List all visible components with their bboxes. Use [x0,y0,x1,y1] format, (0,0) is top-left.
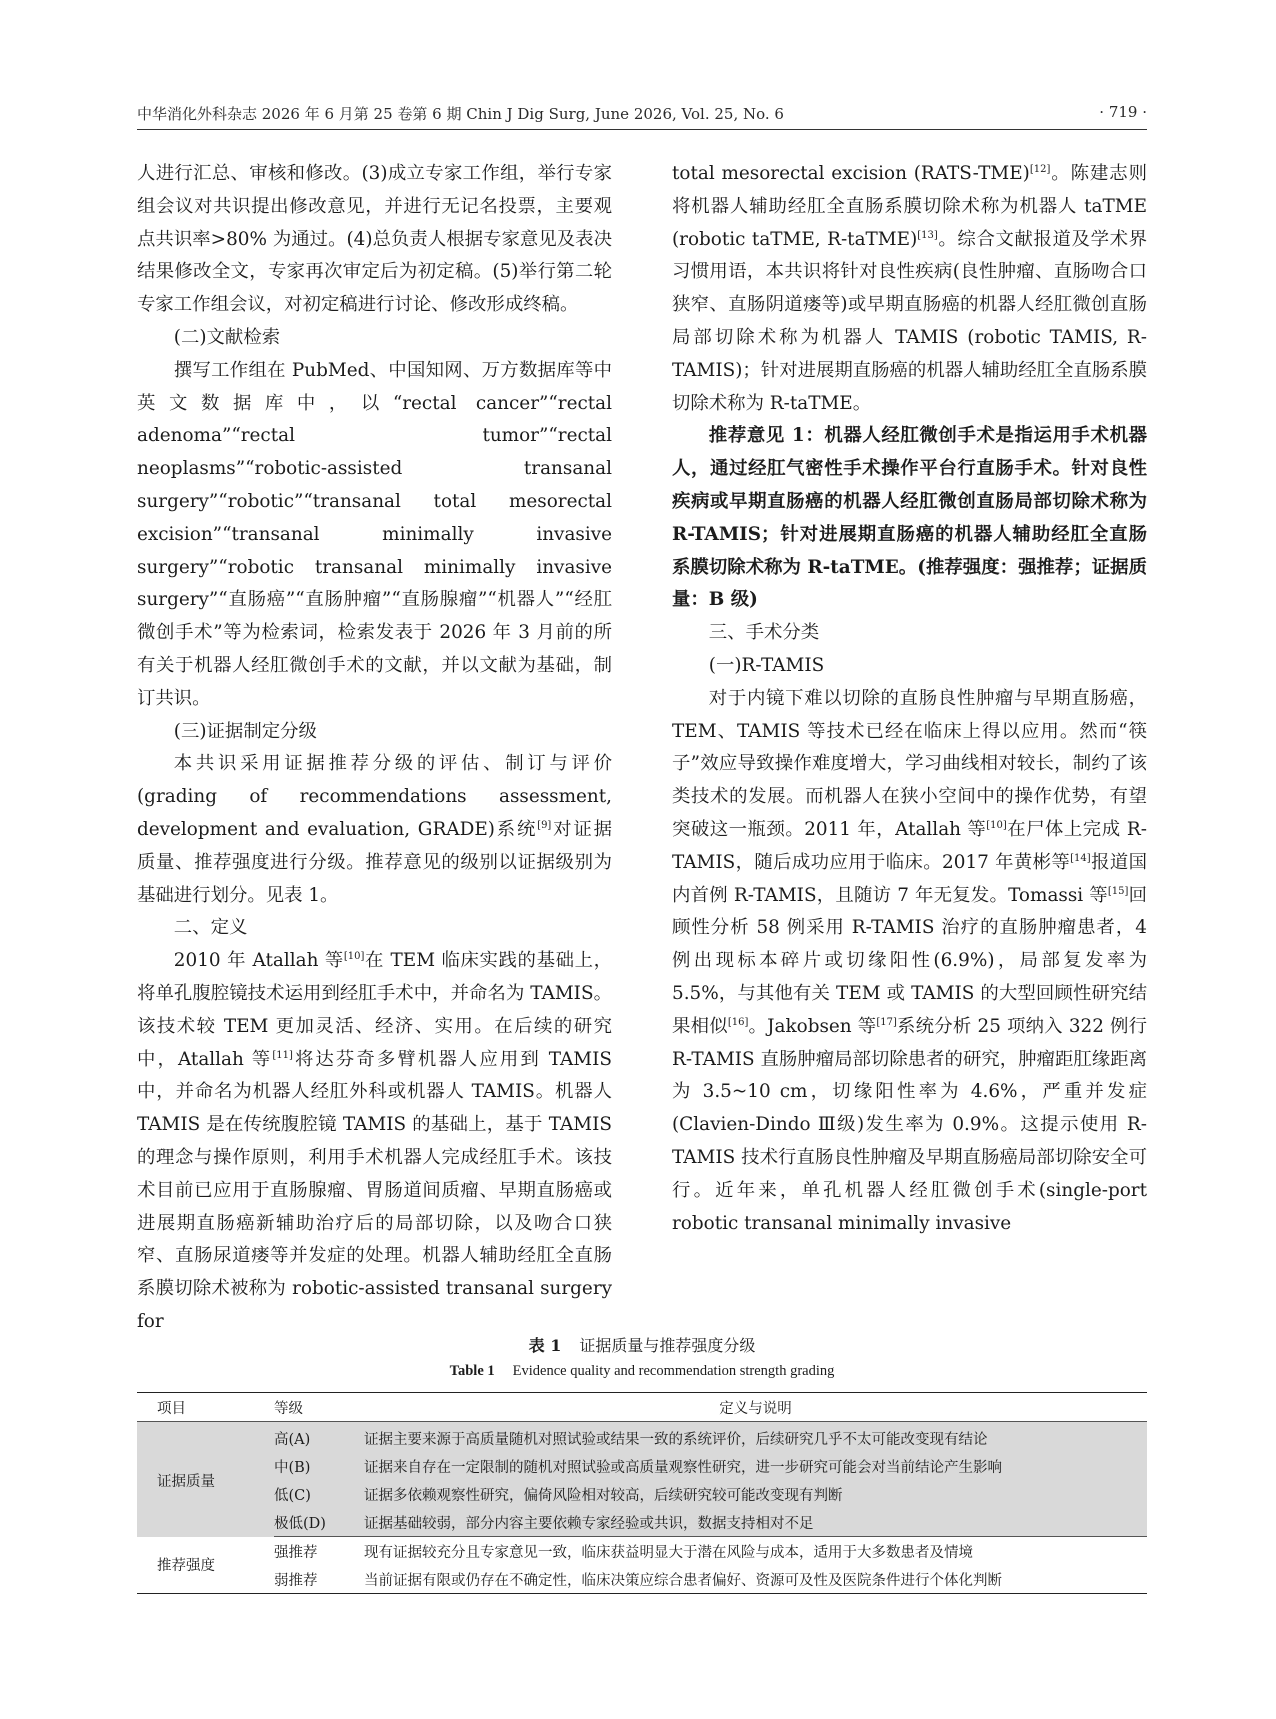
table-row [137,1537,1147,1566]
text-run: 2010 年 Atallah 等 [173,950,344,972]
text-run: total mesorectal excision (RATS-TME) [672,163,1030,184]
description-cell: 当前证据有限或仍存在不确定性，临床决策应综合患者偏好、资源可及性及医院条件进行个体化判断 [364,1565,1147,1594]
text-run: 回顾性分析 58 例采用 R-TAMIS 治疗的直肠肿瘤患者，4 例出现标本碎片或切缘阳性(6.9%)，局部复发率为 5.5%，与其他有关 TEM 或 TAMIS 的大型回顾性研究结果相似 [672,884,1147,1037]
citation-ref[interactable]: [15] [1107,885,1129,897]
table-row [137,1452,1147,1480]
citation-ref[interactable]: [10] [986,819,1007,831]
table-number: 表 1 [528,1336,562,1355]
text-run: 在尸体上完成 R-TAMIS，随后成功应用于临床。2017 年黄彬等 [672,818,1147,873]
table-title: 证据质量与推荐强度分级 [579,1336,756,1355]
section-heading-rtamis: (一)R-TAMIS [708,654,825,676]
citation-ref[interactable]: [16] [727,1016,749,1028]
text-run: 在 TEM 临床实践的基础上，将单孔腹腔镜技术运用到经肛手术中，并命名为 TAMIS。该技术较 TEM 更加灵活、经济、实用。在后续的研究中，Atallah 等 [137,950,612,1070]
table-row [137,1565,1147,1594]
section-heading-literature: (二)文献检索 [173,326,281,348]
left-column [137,158,612,1339]
table-row [137,1508,1147,1537]
section-heading-definition: 二、定义 [173,917,248,939]
text-run: 。综合文献报道及学术界习惯用语，本共识将针对良性疾病(良性肿瘤、直肠吻合口狭窄、直肠阴道瘘等)或早期直肠癌的机器人经肛微创直肠局部切除术称为机器人 TAMIS (robotic TAMIS, R-TAMIS)；针对进展期直肠癌的机器人辅助经肛全直肠系膜切除术称为 R-taTME。 [672,228,1148,414]
text-run: 对于内镜下难以切除的直肠良性肿瘤与早期直肠癌，TEM、TAMIS 等技术已经在临床上得以应用。然而“筷子”效应导致操作难度增大，学习曲线相对较长，制约了该类技术的发展。而机器人在狭小空间中的操作优势，有望突破这一瓶颈。2011 年，Atallah 等 [672,687,1147,840]
table-caption-zh [137,1333,1147,1356]
citation-ref[interactable]: [9] [537,819,552,831]
text-run: 将达芬奇多臂机器人应用到 TAMIS 中，并命名为机器人经肛外科或机器人 TAMIS。机器人 TAMIS 是在传统腹腔镜 TAMIS 的基础上，基于 TAMIS 的理念与操作原则，利用手术机器人完成经肛手术。该技术目前已应用于直肠腺瘤、胃肠道间质瘤、早期直肠癌或进展期直肠癌新辅助治疗后的局部切除，以及吻合口狭窄、直肠尿道瘘等并发症的处理。机器人辅助经肛全直肠系膜切除术被称为 robotic-assisted transanal surgery for [137,1048,612,1332]
level-cell: 极低(D) [274,1508,364,1537]
section-heading-grading: (三)证据制定分级 [173,720,317,742]
journal-citation: 中华消化外科杂志 2026 年 6 月第 25 卷第 6 期 Chin J Dig Surg, June 2026, Vol. 25, No. 6 [137,105,784,123]
evidence-grading-table [137,1392,1147,1594]
section-heading-classification: 三、手术分类 [708,622,820,644]
description-cell: 证据主要来源于高质量随机对照试验或结果一致的系统评价，后续研究几乎不太可能改变现有结论 [364,1422,1147,1453]
table-row [137,1422,1147,1453]
level-cell: 强推荐 [274,1544,318,1561]
group-label: 证据质量 [137,1422,274,1537]
paragraph: 撰写工作组在 PubMed、中国知网、万方数据库等中英文数据库中，以“rectal cancer”“rectal adenoma”“rectal tumor”“rectal neoplasms”“robotic-assisted transanal surgery”“robotic”“transanal total mesorectal excision”“transanal minimally invasive surgery”“robotic transanal minimally invasive surgery”“直肠癌”“直肠肿瘤”“直肠腺瘤”“机器人”“经肛微创手术”等为检索词，检索发表于 2026 年 3 月前的所有关于机器人经肛微创手术的文献，并以文献为基础，制订共识。 [137,359,612,709]
table-header-row [137,1393,1147,1422]
header-rule [137,129,1147,130]
citation-ref[interactable]: [17] [876,1016,897,1028]
citation-ref[interactable]: [11] [272,1049,293,1061]
text-run: 本共识采用证据推荐分级的评估、制订与评价(grading of recommendations assessment, development and evaluation, GRADE)系统 [137,753,612,840]
table-caption-en [137,1363,1147,1380]
citation-ref[interactable]: [14] [1070,852,1091,864]
level-cell: 低(C) [274,1480,364,1508]
table-number: Table 1 [449,1363,495,1379]
running-header [137,103,1147,129]
description-cell: 证据来自存在一定限制的随机对照试验或高质量观察性研究，进一步研究可能会对当前结论产生影响 [364,1452,1147,1480]
text-run: 对证据质量、推荐强度进行分级。推荐意见的级别以证据级别为基础进行划分。见表 1。 [137,818,612,906]
description-cell: 现有证据较充分且专家意见一致，临床获益明显大于潜在风险与成本，适用于大多数患者及情境 [364,1544,973,1561]
column-header: 项目 [137,1393,274,1422]
recommendation-1: 推荐意见 1：机器人经肛微创手术是指运用手术机器人，通过经肛气密性手术操作平台行直肠手术。针对良性疾病或早期直肠癌的机器人经肛微创直肠局部切除术称为 R-TAMIS；针对进展期直肠癌的机器人辅助经肛全直肠系膜切除术称为 R-taTME。(推荐强度：强推荐；证据质量：B 级) [672,425,1147,611]
description-cell: 证据多依赖观察性研究，偏倚风险相对较高，后续研究较可能改变现有判断 [364,1480,1147,1508]
page-number: · 719 · [1099,103,1147,121]
description-cell: 证据基础较弱，部分内容主要依赖专家经验或共识，数据支持相对不足 [364,1508,1147,1537]
text-run: 。陈建志则将机器人辅助经肛全直肠系膜切除术称为机器人 taTME (robotic taTME, R-taTME) [672,163,1147,250]
paragraph [672,158,1147,420]
paragraph [137,748,612,912]
citation-ref[interactable]: [12] [1029,164,1051,175]
column-header: 等级 [274,1393,364,1422]
column-header: 定义与说明 [364,1393,1147,1422]
citation-ref[interactable]: [13] [917,229,938,241]
paragraph: 人进行汇总、审核和修改。(3)成立专家工作组，举行专家组会议对共识提出修改意见，并进行无记名投票，主要观点共识率>80% 为通过。(4)总负责人根据专家意见及表决结果修改全文，专家再次审定后为初定稿。(5)举行第二轮专家工作组会议，对初定稿进行讨论、修改形成终稿。 [137,163,612,316]
citation-ref[interactable]: [10] [343,951,365,963]
paragraph [137,945,612,1339]
text-run: 。Jakobsen 等 [748,1015,877,1037]
level-cell: 高(A) [274,1422,364,1453]
right-column [672,158,1147,1240]
text-run: 报道国内首例 R-TAMIS，且随访 7 年无复发。Tomassi 等 [672,851,1147,906]
table-row [137,1480,1147,1508]
group-label: 推荐强度 [137,1537,274,1594]
paragraph [672,683,1147,1241]
level-cell: 中(B) [274,1452,364,1480]
level-cell: 弱推荐 [274,1565,364,1594]
table-title: Evidence quality and recommendation strength grading [512,1363,835,1379]
text-run: 系统分析 25 项纳入 322 例行 R-TAMIS 直肠肿瘤局部切除患者的研究，肿瘤距肛缘距离为 3.5~10 cm，切缘阳性率为 4.6%，严重并发症(Clavien-Dindo Ⅲ级)发生率为 0.9%。这提示使用 R-TAMIS 技术行直肠良性肿瘤及早期直肠癌局部切除安全可行。近年来，单孔机器人经肛微创手术(single-port robotic transanal minimally invasive [672,1015,1147,1234]
